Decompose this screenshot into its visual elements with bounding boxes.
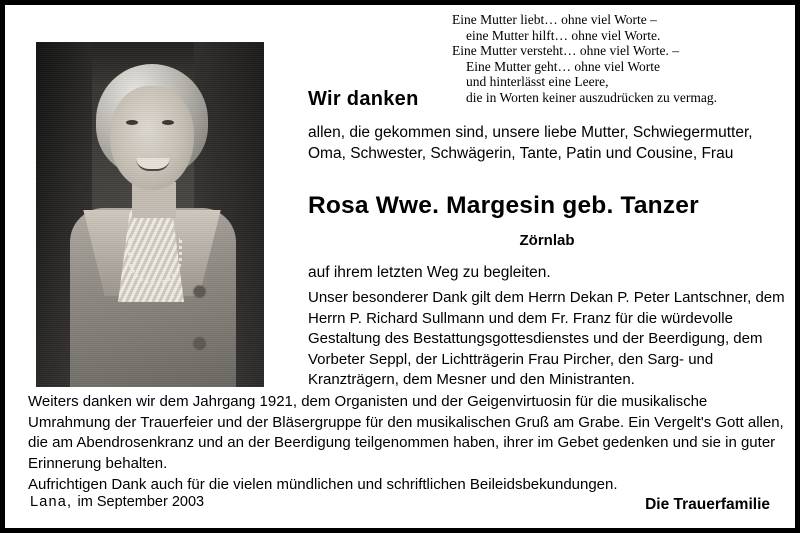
place-and-date <box>30 494 204 510</box>
portrait-photo <box>36 42 264 387</box>
memorial-verse <box>452 12 782 105</box>
verse-line: die in Worten keiner auszudrücken zu vermag. <box>466 89 717 105</box>
frame-border-top <box>0 0 800 5</box>
frame-border-right <box>795 0 800 533</box>
verse-line: und hinterlässt eine Leere, <box>466 74 609 89</box>
verse-line: Eine Mutter liebt… ohne viel Worte – <box>452 12 657 27</box>
photo-eye-left <box>126 120 138 125</box>
photo-eye-right <box>162 120 174 125</box>
verse-line: eine Mutter hilft… ohne viel Worte. <box>466 27 661 43</box>
signature-family: Die Trauerfamilie <box>645 496 770 513</box>
deceased-name: Rosa Wwe. Margesin geb. Tanzer <box>308 192 699 219</box>
house-name: Zörnlab <box>519 232 575 249</box>
photo-cardigan-button <box>194 338 205 349</box>
additional-thanks-paragraph: Weiters danken wir dem Jahrgang 1921, dem Organisten und der Geigenvirtuosin für die musikalische Umrahmung der Trauerfeier und der Bläsergruppe für den musikalischen Gruß am Grabe. Ein Vergelt's Gott allen, die am Abendrosenkranz und an der Beerdigung teilgenommen haben, ihrer im Gebet gedenken und sie in guter Erinnerung behalten. <box>28 393 784 472</box>
special-thanks-paragraph: Unser besonderer Dank gilt dem Herrn Dekan P. Peter Lantschner, dem Herrn P. Richard Sullmann und dem Fr. Franz für die würdevolle Gestaltung des Bestattungsgottesdienstes und der Beerdigung, dem Vorbeter Seppl, der Lichtträgerin Frau Pircher, den Sarg- und Kranzträgern, dem Mesner und den Ministranten. <box>308 289 785 388</box>
photo-face <box>110 86 194 190</box>
place-label: Lana, <box>30 494 73 510</box>
verse-line: Eine Mutter geht… ohne viel Worte <box>466 58 660 74</box>
accompany-line: auf ihrem letzten Weg zu begleiten. <box>308 264 551 281</box>
intro-paragraph: allen, die gekommen sind, unsere liebe Mutter, Schwiegermutter, Oma, Schwester, Schwägerin, Tante, Patin und Cousine, Frau <box>308 124 753 162</box>
thanks-heading: Wir danken <box>308 88 419 110</box>
condolences-paragraph: Aufrichtigen Dank auch für die vielen mündlichen und schriftlichen Beileidsbekundungen. <box>28 476 618 493</box>
verse-line: Eine Mutter versteht… ohne viel Worte. – <box>452 43 679 58</box>
photo-cardigan-button <box>194 286 205 297</box>
frame-border-left <box>0 0 5 533</box>
frame-border-bottom <box>0 528 800 533</box>
additional-thanks-block <box>28 392 784 496</box>
date-label: im September 2003 <box>77 494 205 510</box>
